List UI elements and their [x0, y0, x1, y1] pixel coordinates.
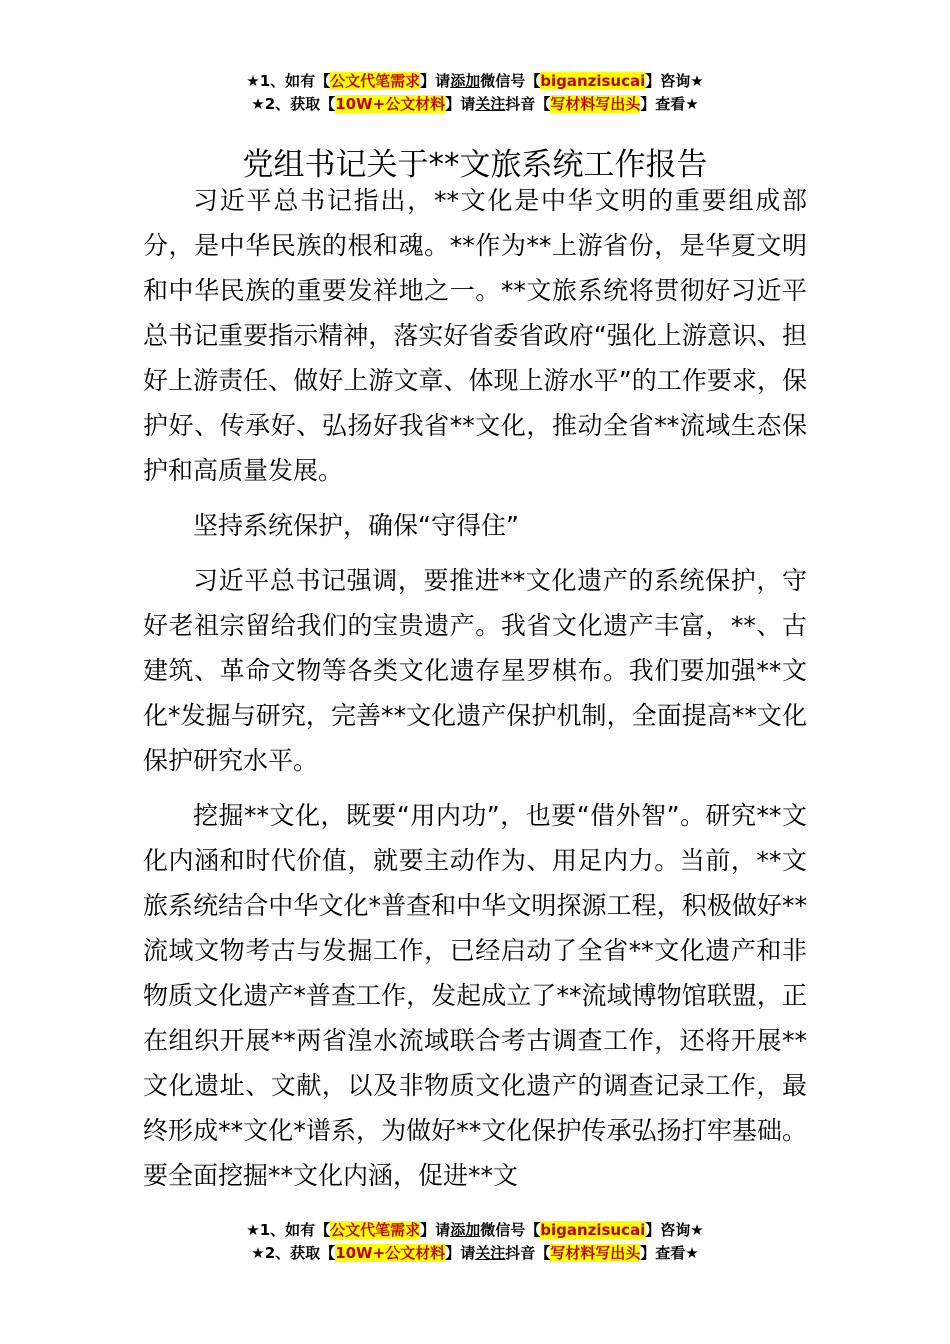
banner-underline-text: 添加 — [450, 1221, 481, 1239]
banner-text: 】请 — [445, 1244, 476, 1262]
banner-highlight-materials: 10W+公文材料 — [335, 1244, 446, 1262]
banner-line-1 — [0, 70, 950, 93]
document-title: 党组书记关于**文旅系统工作报告 — [242, 146, 708, 183]
banner-text: 】查看★ — [640, 1244, 699, 1262]
banner-underline-text: 关注 — [475, 1244, 506, 1262]
banner-highlight-douyin-id: 写材料写出头 — [550, 1244, 641, 1262]
paragraph-protection: 习近平总书记强调，要推进**文化遗产的系统保护，守好老祖宗留给我们的宝贵遗产。我省文化遗产丰富，**、古建筑、革命文物等各类文化遗存星罗棋布。我们要加强**文化*发掘与研究，完善**文化遗产保护机制，全面提高**文化保护研究水平。 — [143, 566, 807, 775]
header-banner — [0, 70, 950, 116]
banner-text: 】咨询★ — [645, 72, 704, 90]
banner-highlight-service: 公文代笔需求 — [330, 72, 421, 90]
banner-text: 】请 — [445, 95, 476, 113]
banner-highlight-douyin-id: 写材料写出头 — [550, 95, 641, 113]
document-body — [143, 178, 807, 1206]
banner-highlight-materials: 10W+公文材料 — [335, 95, 446, 113]
section-heading: 坚持系统保护，确保“守得住” — [193, 511, 519, 540]
banner-highlight-service: 公文代笔需求 — [330, 1221, 421, 1239]
banner-text: 抖音【 — [505, 95, 551, 113]
banner-text: 微信号【 — [480, 1221, 541, 1239]
banner-underline-text: 添加 — [450, 72, 481, 90]
banner-text: ★2、获取【 — [251, 95, 336, 113]
banner-highlight-wechat-id: biganzisucai — [540, 72, 646, 90]
banner-text: 】请 — [420, 1221, 451, 1239]
footer-banner — [0, 1219, 950, 1265]
banner-line-2 — [0, 93, 950, 116]
banner-underline-text: 关注 — [475, 95, 506, 113]
banner-text: ★1、如有【 — [246, 1221, 331, 1239]
banner-text: ★2、获取【 — [251, 1244, 336, 1262]
banner-text: 微信号【 — [480, 72, 541, 90]
banner-text: 】咨询★ — [645, 1221, 704, 1239]
banner-highlight-wechat-id: biganzisucai — [540, 1221, 646, 1239]
banner-line-1 — [0, 1219, 950, 1242]
banner-text: ★1、如有【 — [246, 72, 331, 90]
banner-line-2 — [0, 1242, 950, 1265]
paragraph-intro: 习近平总书记指出，**文化是中华文明的重要组成部分，是中华民族的根和魂。**作为**上游省份，是华夏文明和中华民族的重要发祥地之一。**文旅系统将贯彻好习近平总书记重要指示精神，落实好省委省政府“强化上游意识、担好上游责任、做好上游文章、体现上游水平”的工作要求，保护好、传承好、弘扬好我省**文化，推动全省**流域生态保护和高质量发展。 — [143, 186, 807, 485]
paragraph-excavation: 挖掘**文化，既要“用内功”，也要“借外智”。研究**文化内涵和时代价值，就要主动作为、用足内力。当前，**文旅系统结合中华文化*普查和中华文明探源工程，积极做好**流域文物考古与发掘工作，已经启动了全省**文化遗产和非物质文化遗产*普查工作，发起成立了**流域博物馆联盟，正在组织开展**两省湟水流域联合考古调查工作，还将开展**文化遗址、文献，以及非物质文化遗产的调查记录工作，最终形成**文化*谱系，为做好**文化保护传承弘扬打牢基础。要全面挖掘**文化内涵，促进**文 — [143, 801, 807, 1190]
banner-text: 抖音【 — [505, 1244, 551, 1262]
banner-text: 】查看★ — [640, 95, 699, 113]
banner-text: 】请 — [420, 72, 451, 90]
